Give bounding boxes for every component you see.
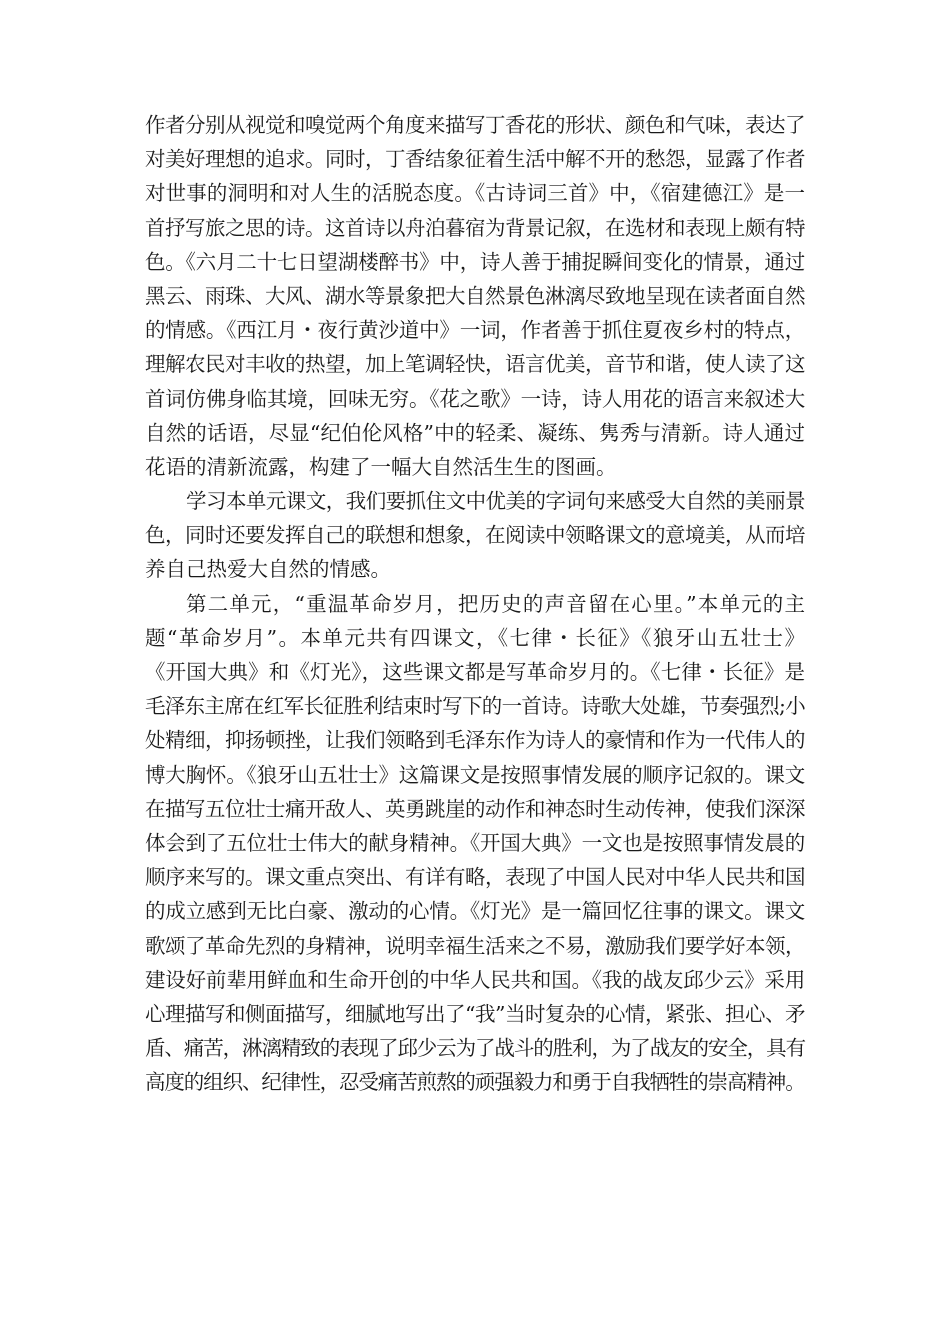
- text-line: 《开国大典》和《灯光》，这些课文都是写革命岁月的。《七律・长征》是: [145, 660, 805, 684]
- text-line: 首词仿佛身临其境，回味无穷。《花之歌》一诗，诗人用花的语言来叙述大: [145, 386, 805, 411]
- text-line: 理解农民对丰收的热望，加上笔调轻快，语言优美，音节和谐，使人读了这: [145, 352, 805, 377]
- text-line: 自然的话语，尽显“纪伯伦风格”中的轻柔、凝练、隽秀与清新。诗人通过: [145, 420, 805, 445]
- text-line: 高度的组织、纪律性，忍受痛苦煎熬的顽强毅力和勇于自我牺牲的崇高精神。: [145, 1070, 805, 1095]
- text-line: 花语的清新流露，构建了一幅大自然活生生的图画。: [145, 454, 617, 479]
- text-line: 盾、痛苦，淋漓精致的表现了邱少云为了战斗的胜利，为了战友的安全，具有: [145, 1036, 805, 1061]
- text-line: 对世事的洞明和对人生的活脱态度。《古诗词三首》中，《宿建德江》是一: [145, 181, 805, 206]
- text-line: 学习本单元课文，我们要抓住文中优美的字词句来感受大自然的美丽景: [186, 489, 805, 514]
- text-line: 对美好理想的追求。同时，丁香结象征着生活中解不开的愁怨，显露了作者: [145, 147, 805, 172]
- text-line: 在描写五位壮士痛开敌人、英勇跳崖的动作和神态时生动传神，使我们深深: [145, 796, 805, 821]
- text-line: 色。《六月二十七日望湖楼醉书》中，诗人善于捕捉瞬间变化的情景，通过: [145, 249, 805, 274]
- text-line: 首抒写旅之思的诗。这首诗以舟泊暮宿为背景记叙，在选材和表现上颇有特: [145, 215, 805, 240]
- text-line: 色，同时还要发挥自己的联想和想象，在阅读中领略课文的意境美，从而培: [145, 523, 805, 548]
- text-line: 养自己热爱大自然的情感。: [145, 557, 391, 582]
- text-line: 黑云、雨珠、大风、湖水等景象把大自然景色淋漓尽致地呈现在读者面自然: [145, 283, 805, 308]
- text-line: 歌颂了革命先烈的身精神，说明幸福生活来之不易，激励我们要学好本领，: [145, 933, 805, 958]
- text-line: 作者分别从视觉和嗅觉两个角度来描写丁香花的形状、颜色和气味，表达了: [145, 113, 805, 137]
- text-line: 顺序来写的。课文重点突出、有详有略，表现了中国人民对中华人民共和国: [145, 865, 805, 890]
- document-body: [145, 108, 805, 1099]
- text-line: 第二单元，“重温革命岁月，把历史的声音留在心里。”本单元的主: [186, 591, 805, 616]
- paragraph-1: [145, 108, 805, 484]
- text-line: 毛泽东主席在红军长征胜利结束时写下的一首诗。诗歌大处雄，节奏强烈;小: [145, 694, 805, 719]
- text-line: 的成立感到无比白豪、激动的心情。《灯光》是一篇回忆往事的课文。课文: [145, 899, 805, 924]
- paragraph-3: [145, 587, 805, 1100]
- text-line: 心理描写和侧面描写，细腻地写出了“我”当时复杂的心情，紧张、担心、矛: [145, 1001, 805, 1026]
- text-line: 博大胸怀。《狼牙山五壮士》这篇课文是按照事情发展的顺序记叙的。课文: [145, 762, 805, 787]
- paragraph-2: [145, 484, 805, 587]
- text-line: 的情感。《西江月・夜行黄沙道中》一词，作者善于抓住夏夜乡村的特点，: [145, 318, 805, 343]
- text-line: 处精细，抑扬顿挫，让我们领略到毛泽东作为诗人的豪情和作为一代伟人的: [145, 728, 805, 753]
- text-line: 体会到了五位壮士伟大的献身精神。《开国大典》一文也是按照事情发晨的: [145, 830, 805, 855]
- text-line: 建设好前辈用鲜血和生命开创的中华人民共和国。《我的战友邱少云》采用: [145, 967, 805, 992]
- text-line: 题“革命岁月”。本单元共有四课文，《七律・长征》《狼牙山五壮士》: [145, 625, 805, 650]
